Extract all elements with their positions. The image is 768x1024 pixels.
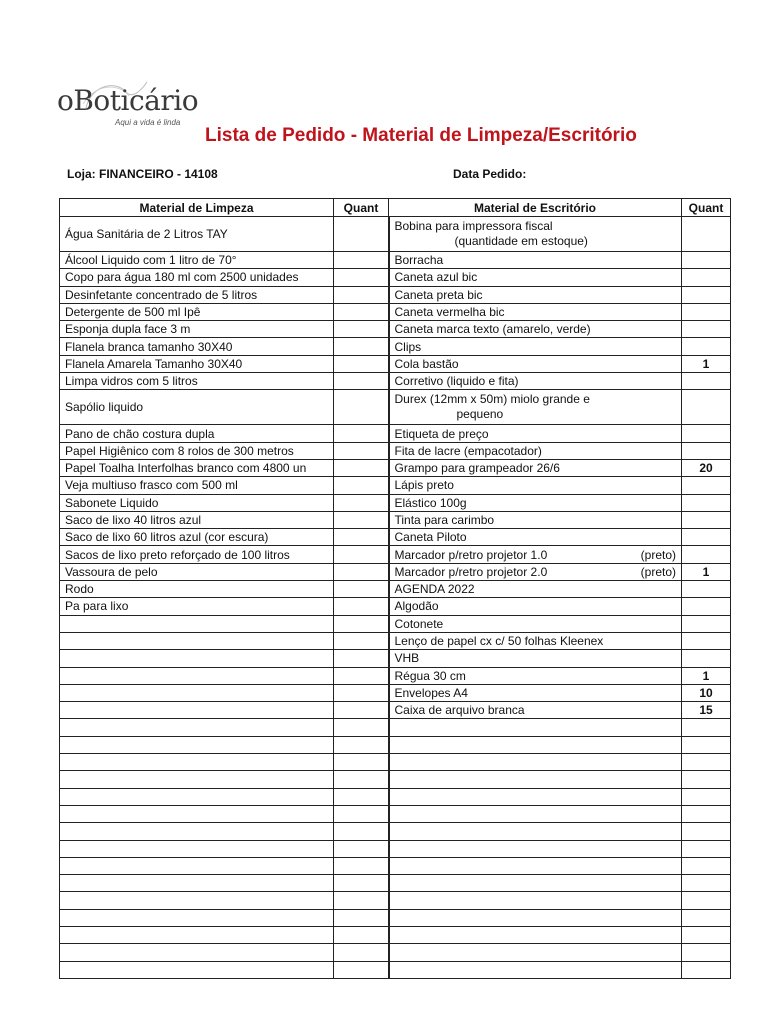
empty-row — [60, 875, 731, 892]
table-row — [60, 355, 731, 372]
table-row — [60, 615, 731, 632]
quant-escritorio-cell[interactable] — [682, 442, 731, 459]
quant-limpeza-cell[interactable] — [334, 477, 389, 494]
table-row — [60, 598, 731, 615]
quant-limpeza-cell[interactable] — [334, 598, 389, 615]
quant-limpeza-cell[interactable] — [334, 494, 389, 511]
quant-limpeza-cell[interactable] — [334, 892, 389, 909]
item-escritorio — [389, 563, 682, 580]
quant-escritorio-cell[interactable] — [682, 252, 731, 269]
empty-row — [60, 944, 731, 961]
quant-escritorio-cell[interactable] — [682, 909, 731, 926]
item-limpeza: Álcool Liquido com 1 litro de 70° — [60, 252, 334, 269]
quant-limpeza-cell[interactable] — [334, 857, 389, 874]
item-escritorio: Fita de lacre (empacotador) — [389, 442, 682, 459]
quant-limpeza-cell[interactable] — [334, 355, 389, 372]
empty-row — [60, 892, 731, 909]
quant-escritorio-cell[interactable] — [682, 961, 731, 978]
store-label: Loja: FINANCEIRO - 14108 — [67, 167, 218, 181]
item-limpeza — [60, 961, 334, 978]
item-escritorio: Corretivo (liquido e fita) — [389, 373, 682, 390]
item-limpeza — [60, 684, 334, 701]
quant-limpeza-cell[interactable] — [334, 961, 389, 978]
item-limpeza: Pa para lixo — [60, 598, 334, 615]
table-body — [60, 217, 731, 979]
item-escritorio — [389, 875, 682, 892]
quant-escritorio-cell[interactable] — [682, 477, 731, 494]
item-escritorio: Clips — [389, 338, 682, 355]
item-escritorio: Régua 30 cm — [389, 667, 682, 684]
item-escritorio-line2: pequeno — [456, 407, 504, 422]
item-limpeza — [60, 823, 334, 840]
quant-limpeza-cell[interactable] — [334, 615, 389, 632]
table-row — [60, 373, 731, 390]
item-limpeza: Sabonete Liquido — [60, 494, 334, 511]
item-escritorio: Lápis preto — [389, 477, 682, 494]
quant-escritorio-cell[interactable] — [682, 944, 731, 961]
item-escritorio: Cola bastão — [389, 355, 682, 372]
item-escritorio: Etiqueta de preço — [389, 425, 682, 442]
item-escritorio — [389, 840, 682, 857]
quant-limpeza-cell[interactable] — [334, 926, 389, 943]
empty-row — [60, 788, 731, 805]
quant-limpeza-cell[interactable] — [334, 373, 389, 390]
quant-escritorio-cell[interactable] — [682, 598, 731, 615]
item-escritorio — [389, 823, 682, 840]
quant-escritorio-cell[interactable] — [682, 840, 731, 857]
quant-escritorio-cell[interactable]: 1 — [682, 355, 731, 372]
item-escritorio: Caixa de arquivo branca — [389, 702, 682, 719]
item-limpeza: Rodo — [60, 581, 334, 598]
table-row — [60, 563, 731, 580]
table-row — [60, 702, 731, 719]
quant-limpeza-cell[interactable] — [334, 390, 389, 425]
item-limpeza: Pano de chão costura dupla — [60, 425, 334, 442]
item-limpeza: Flanela branca tamanho 30X40 — [60, 338, 334, 355]
item-limpeza — [60, 702, 334, 719]
quant-limpeza-cell[interactable] — [334, 684, 389, 701]
item-escritorio — [389, 944, 682, 961]
quant-limpeza-cell[interactable] — [334, 425, 389, 442]
item-escritorio — [389, 961, 682, 978]
table-row — [60, 650, 731, 667]
quant-escritorio-cell[interactable] — [682, 650, 731, 667]
empty-row — [60, 840, 731, 857]
item-escritorio — [389, 217, 682, 252]
item-escritorio: Envelopes A4 — [389, 684, 682, 701]
item-limpeza: Detergente de 500 ml Ipê — [60, 303, 334, 320]
quant-limpeza-cell[interactable] — [334, 650, 389, 667]
quant-limpeza-cell[interactable] — [334, 269, 389, 286]
item-escritorio-note: (preto) — [640, 547, 676, 562]
quant-escritorio-cell[interactable] — [682, 321, 731, 338]
item-limpeza — [60, 788, 334, 805]
quant-limpeza-cell[interactable] — [334, 252, 389, 269]
quant-limpeza-cell[interactable] — [334, 909, 389, 926]
quant-limpeza-cell[interactable] — [334, 286, 389, 303]
quant-escritorio-cell[interactable] — [682, 615, 731, 632]
quant-limpeza-cell[interactable] — [334, 546, 389, 563]
item-limpeza: Saco de lixo 40 litros azul — [60, 511, 334, 528]
quant-escritorio-cell[interactable]: 1 — [682, 563, 731, 580]
item-escritorio: Elástico 100g — [389, 494, 682, 511]
table-row — [60, 338, 731, 355]
quant-escritorio-cell[interactable] — [682, 529, 731, 546]
logo-text: oBoticário — [57, 84, 199, 117]
table-row — [60, 442, 731, 459]
item-escritorio — [389, 857, 682, 874]
quant-escritorio-cell[interactable] — [682, 736, 731, 753]
item-limpeza: Flanela Amarela Tamanho 30X40 — [60, 355, 334, 372]
quant-limpeza-cell[interactable] — [334, 823, 389, 840]
quant-limpeza-cell[interactable] — [334, 563, 389, 580]
quant-limpeza-cell[interactable] — [334, 632, 389, 649]
empty-row — [60, 823, 731, 840]
brand-logo — [57, 84, 207, 134]
item-limpeza — [60, 909, 334, 926]
item-limpeza: Desinfetante concentrado de 5 litros — [60, 286, 334, 303]
header-escritorio: Material de Escritório — [389, 199, 682, 217]
quant-escritorio-cell[interactable] — [682, 511, 731, 528]
item-escritorio: Tinta para carimbo — [389, 511, 682, 528]
quant-escritorio-cell[interactable] — [682, 719, 731, 736]
quant-escritorio-cell[interactable]: 10 — [682, 684, 731, 701]
quant-escritorio-cell[interactable] — [682, 875, 731, 892]
quant-limpeza-cell[interactable] — [334, 719, 389, 736]
item-escritorio — [389, 736, 682, 753]
item-limpeza — [60, 719, 334, 736]
item-limpeza — [60, 926, 334, 943]
order-table — [59, 198, 731, 979]
item-limpeza — [60, 736, 334, 753]
item-escritorio-text: Marcador p/retro projetor 1.0 — [394, 547, 548, 562]
quant-limpeza-cell[interactable] — [334, 459, 389, 476]
quant-limpeza-cell[interactable] — [334, 529, 389, 546]
quant-escritorio-cell[interactable] — [682, 373, 731, 390]
item-limpeza: Limpa vidros com 5 litros — [60, 373, 334, 390]
quant-limpeza-cell[interactable] — [334, 736, 389, 753]
item-escritorio — [389, 926, 682, 943]
item-escritorio: AGENDA 2022 — [389, 581, 682, 598]
table-header-row — [60, 199, 731, 217]
item-escritorio: Caneta azul bic — [389, 269, 682, 286]
quant-limpeza-cell[interactable] — [334, 875, 389, 892]
logo-tagline: Aqui a vida é linda — [115, 118, 181, 127]
quant-escritorio-cell[interactable]: 20 — [682, 459, 731, 476]
item-limpeza — [60, 944, 334, 961]
empty-row — [60, 736, 731, 753]
quant-limpeza-cell[interactable] — [334, 771, 389, 788]
table-row — [60, 684, 731, 701]
quant-escritorio-cell[interactable]: 1 — [682, 667, 731, 684]
item-escritorio — [389, 719, 682, 736]
quant-limpeza-cell[interactable] — [334, 944, 389, 961]
header-quant-escritorio: Quant — [682, 199, 731, 217]
header-limpeza: Material de Limpeza — [60, 199, 334, 217]
item-limpeza — [60, 840, 334, 857]
item-limpeza: Copo para água 180 ml com 2500 unidades — [60, 269, 334, 286]
quant-limpeza-cell[interactable] — [334, 754, 389, 771]
empty-row — [60, 909, 731, 926]
item-limpeza — [60, 754, 334, 771]
item-escritorio: Caneta marca texto (amarelo, verde) — [389, 321, 682, 338]
header-quant-limpeza: Quant — [334, 199, 389, 217]
quant-limpeza-cell[interactable] — [334, 442, 389, 459]
item-limpeza — [60, 892, 334, 909]
item-escritorio — [389, 909, 682, 926]
item-escritorio-note: (preto) — [640, 564, 676, 579]
item-limpeza — [60, 667, 334, 684]
quant-limpeza-cell[interactable] — [334, 303, 389, 320]
item-escritorio — [389, 892, 682, 909]
quant-limpeza-cell[interactable] — [334, 667, 389, 684]
quant-limpeza-cell[interactable] — [334, 805, 389, 822]
quant-escritorio-cell[interactable] — [682, 926, 731, 943]
item-escritorio-line2: (quantidade em estoque) — [454, 234, 588, 248]
page-title: Lista de Pedido - Material de Limpeza/Escritório — [205, 125, 637, 146]
quant-escritorio-cell[interactable] — [682, 581, 731, 598]
item-escritorio: Lenço de papel cx c/ 50 folhas Kleenex — [389, 632, 682, 649]
item-escritorio — [389, 546, 682, 563]
item-limpeza — [60, 857, 334, 874]
quant-escritorio-cell[interactable] — [682, 338, 731, 355]
table-row — [60, 477, 731, 494]
empty-row — [60, 857, 731, 874]
item-escritorio: Cotonete — [389, 615, 682, 632]
quant-escritorio-cell[interactable] — [682, 425, 731, 442]
table-row — [60, 390, 731, 425]
item-escritorio: Borracha — [389, 252, 682, 269]
table-row — [60, 632, 731, 649]
item-limpeza — [60, 650, 334, 667]
item-limpeza: Veja multiuso frasco com 500 ml — [60, 477, 334, 494]
item-escritorio: VHB — [389, 650, 682, 667]
quant-escritorio-cell[interactable] — [682, 805, 731, 822]
item-limpeza: Esponja dupla face 3 m — [60, 321, 334, 338]
quant-escritorio-cell[interactable] — [682, 494, 731, 511]
item-escritorio — [389, 771, 682, 788]
table-row — [60, 511, 731, 528]
item-limpeza — [60, 771, 334, 788]
quant-escritorio-cell[interactable] — [682, 788, 731, 805]
empty-row — [60, 961, 731, 978]
empty-row — [60, 754, 731, 771]
quant-limpeza-cell[interactable] — [334, 217, 389, 252]
quant-escritorio-cell[interactable] — [682, 269, 731, 286]
item-limpeza — [60, 805, 334, 822]
quant-escritorio-cell[interactable] — [682, 286, 731, 303]
empty-row — [60, 805, 731, 822]
quant-limpeza-cell[interactable] — [334, 840, 389, 857]
quant-limpeza-cell[interactable] — [334, 338, 389, 355]
quant-limpeza-cell[interactable] — [334, 581, 389, 598]
quant-escritorio-cell[interactable] — [682, 754, 731, 771]
quant-limpeza-cell[interactable] — [334, 702, 389, 719]
item-escritorio: Grampo para grampeador 26/6 — [389, 459, 682, 476]
item-limpeza — [60, 615, 334, 632]
quant-limpeza-cell[interactable] — [334, 788, 389, 805]
quant-escritorio-cell[interactable] — [682, 823, 731, 840]
table-row — [60, 321, 731, 338]
item-limpeza: Água Sanitária de 2 Litros TAY — [60, 217, 334, 252]
item-escritorio: Caneta preta bic — [389, 286, 682, 303]
quant-escritorio-cell[interactable] — [682, 546, 731, 563]
item-escritorio-text: Marcador p/retro projetor 2.0 — [394, 564, 548, 579]
table-row — [60, 303, 731, 320]
table-row — [60, 529, 731, 546]
table-row — [60, 425, 731, 442]
item-limpeza: Saco de lixo 60 litros azul (cor escura) — [60, 529, 334, 546]
item-escritorio: Caneta Piloto — [389, 529, 682, 546]
quant-escritorio-cell[interactable] — [682, 892, 731, 909]
item-limpeza: Papel Higiênico com 8 rolos de 300 metros — [60, 442, 334, 459]
table-row — [60, 667, 731, 684]
quant-escritorio-cell[interactable] — [682, 857, 731, 874]
table-row — [60, 494, 731, 511]
empty-row — [60, 719, 731, 736]
item-escritorio: Algodão — [389, 598, 682, 615]
item-limpeza: Vassoura de pelo — [60, 563, 334, 580]
item-escritorio-line1: Durex (12mm x 50m) miolo grande e — [394, 392, 590, 407]
quant-escritorio-cell[interactable] — [682, 303, 731, 320]
table-row — [60, 546, 731, 563]
table-row — [60, 252, 731, 269]
quant-escritorio-cell[interactable] — [682, 217, 731, 252]
item-escritorio — [389, 805, 682, 822]
item-limpeza — [60, 632, 334, 649]
item-limpeza — [60, 875, 334, 892]
table-row — [60, 217, 731, 252]
item-limpeza: Sapólio liquido — [60, 390, 334, 425]
quant-escritorio-cell[interactable] — [682, 390, 731, 425]
order-date-label: Data Pedido: — [453, 167, 527, 181]
quant-escritorio-cell[interactable]: 15 — [682, 702, 731, 719]
table-row — [60, 581, 731, 598]
item-limpeza: Papel Toalha Interfolhas branco com 4800 un — [60, 459, 334, 476]
quant-limpeza-cell[interactable] — [334, 321, 389, 338]
quant-escritorio-cell[interactable] — [682, 632, 731, 649]
item-escritorio — [389, 390, 682, 425]
item-escritorio: Caneta vermelha bic — [389, 303, 682, 320]
item-escritorio-line1: Bobina para impressora fiscal — [394, 219, 553, 233]
empty-row — [60, 771, 731, 788]
item-escritorio — [389, 754, 682, 771]
quant-escritorio-cell[interactable] — [682, 771, 731, 788]
empty-row — [60, 926, 731, 943]
item-limpeza: Sacos de lixo preto reforçado de 100 litros — [60, 546, 334, 563]
table-row — [60, 286, 731, 303]
quant-limpeza-cell[interactable] — [334, 511, 389, 528]
table-row — [60, 269, 731, 286]
table-row — [60, 459, 731, 476]
item-escritorio — [389, 788, 682, 805]
